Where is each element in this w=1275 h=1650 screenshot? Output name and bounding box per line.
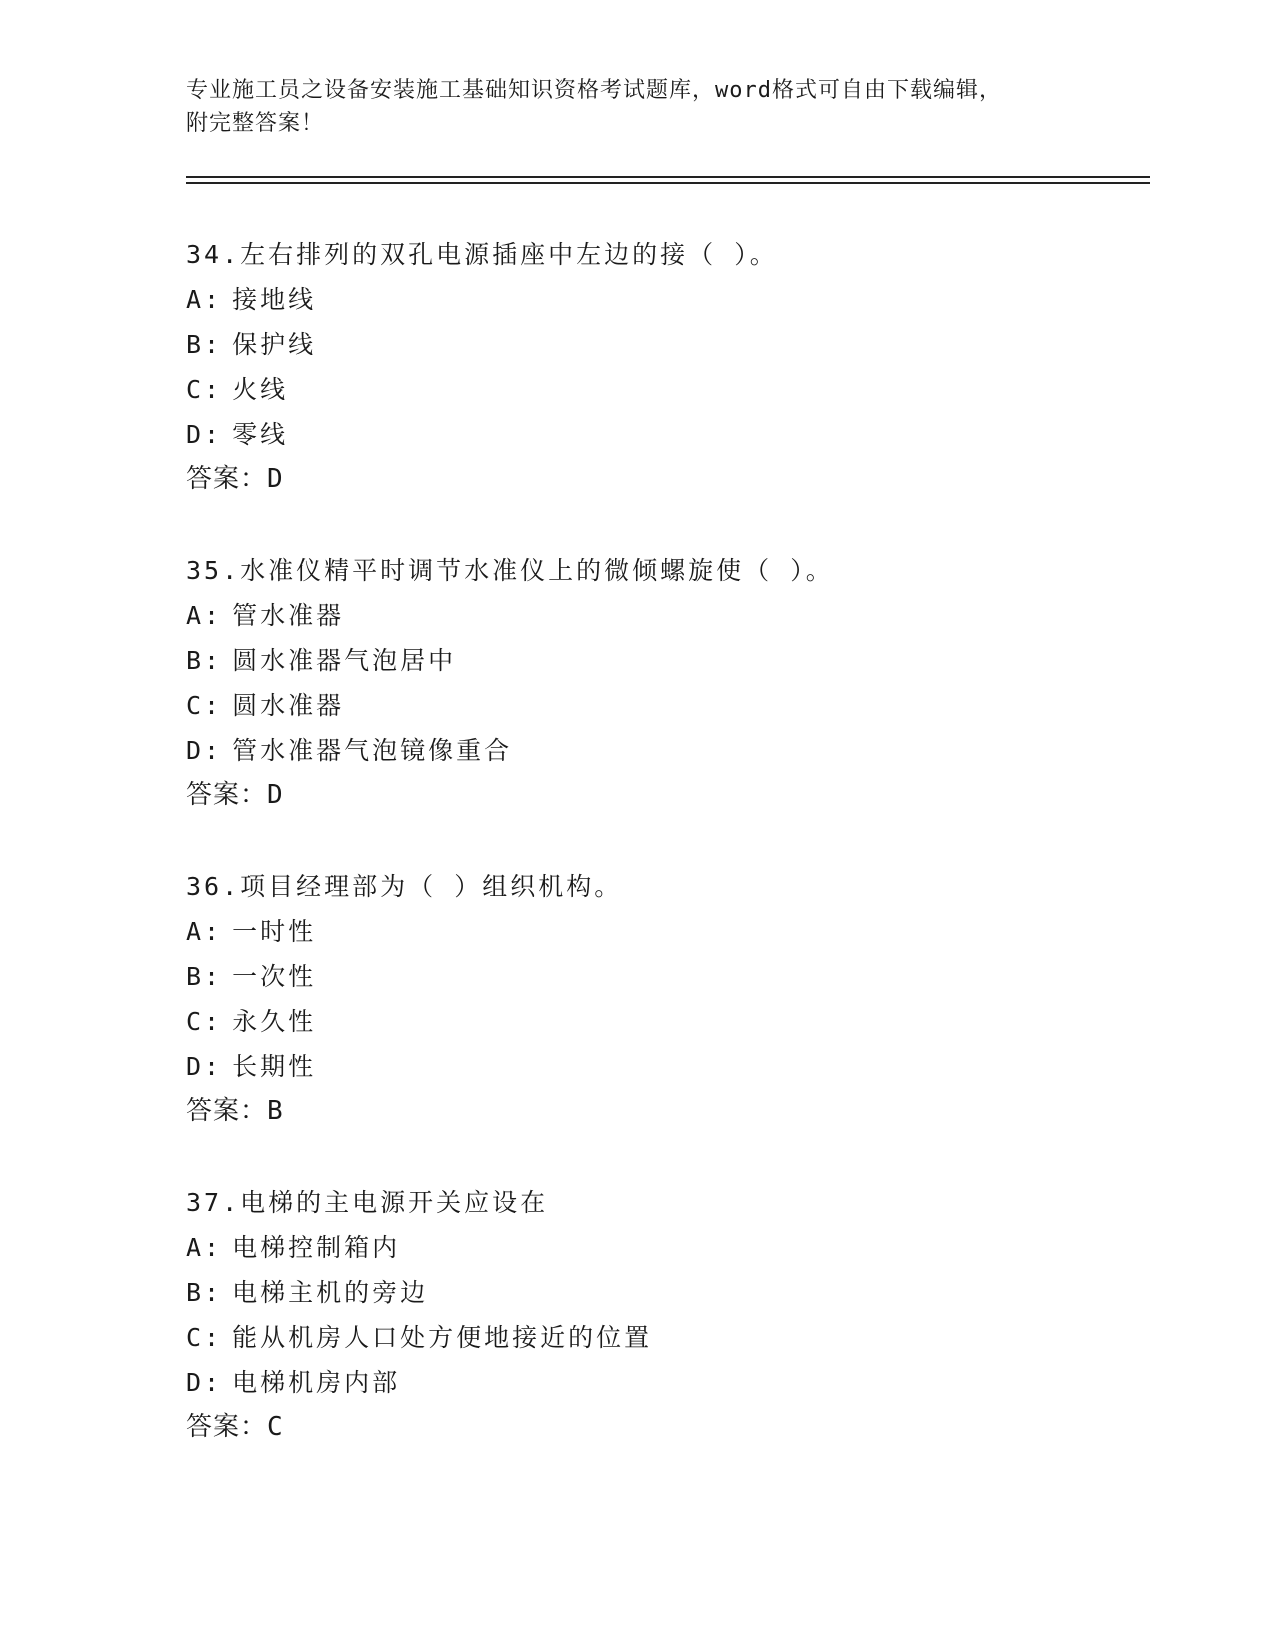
option-key: D: xyxy=(186,420,223,449)
option-text: 电梯机房内部 xyxy=(232,1368,401,1397)
answer-label: 答案： xyxy=(186,780,268,810)
header-line-2: 附完整答案！ xyxy=(186,111,325,136)
option-key: D: xyxy=(186,1368,223,1397)
option-text: 火线 xyxy=(232,375,289,404)
question-title: 36.项目经理部为（ ）组织机构。 xyxy=(186,872,623,901)
option-key: B: xyxy=(186,962,223,991)
answer-value: D xyxy=(267,464,284,494)
option-text: 能从机房人口处方便地接近的位置 xyxy=(232,1323,653,1352)
option-text: 圆水准器气泡居中 xyxy=(232,646,457,675)
option-c xyxy=(186,999,1146,1044)
option-a xyxy=(186,593,1146,638)
option-key: C: xyxy=(186,691,223,720)
option-text: 一时性 xyxy=(232,917,317,946)
question-title: 37.电梯的主电源开关应设在 xyxy=(186,1188,549,1217)
option-d xyxy=(186,728,1146,773)
option-key: A: xyxy=(186,601,223,630)
option-key: C: xyxy=(186,375,223,404)
answer-line xyxy=(186,1405,1146,1450)
option-d xyxy=(186,1044,1146,1089)
option-text: 零线 xyxy=(232,420,289,449)
option-key: A: xyxy=(186,285,223,314)
option-a xyxy=(186,277,1146,322)
option-key: C: xyxy=(186,1323,223,1352)
option-d xyxy=(186,1360,1146,1405)
answer-line xyxy=(186,773,1146,818)
header-line-1: 专业施工员之设备安装施工基础知识资格考试题库，word格式可自由下载编辑， xyxy=(186,78,1002,103)
question-37 xyxy=(186,1180,1146,1450)
option-c xyxy=(186,683,1146,728)
option-text: 接地线 xyxy=(232,285,317,314)
option-text: 电梯主机的旁边 xyxy=(232,1278,429,1307)
option-b xyxy=(186,1270,1146,1315)
option-key: D: xyxy=(186,1052,223,1081)
option-key: B: xyxy=(186,1278,223,1307)
option-text: 电梯控制箱内 xyxy=(232,1233,401,1262)
question-34 xyxy=(186,232,1146,502)
header-rule-bottom xyxy=(186,182,1150,184)
option-key: A: xyxy=(186,917,223,946)
option-key: C: xyxy=(186,1007,223,1036)
option-key: B: xyxy=(186,330,223,359)
option-text: 管水准器 xyxy=(232,601,345,630)
option-b xyxy=(186,638,1146,683)
answer-line xyxy=(186,457,1146,502)
answer-line xyxy=(186,1089,1146,1134)
question-title: 35.水准仪精平时调节水准仪上的微倾螺旋使（ ）。 xyxy=(186,556,834,585)
question-title: 34.左右排列的双孔电源插座中左边的接（ ）。 xyxy=(186,240,778,269)
option-c xyxy=(186,1315,1146,1360)
option-a xyxy=(186,909,1146,954)
question-35 xyxy=(186,548,1146,818)
option-c xyxy=(186,367,1146,412)
option-text: 一次性 xyxy=(232,962,317,991)
option-b xyxy=(186,322,1146,367)
answer-value: C xyxy=(267,1412,284,1442)
question-36 xyxy=(186,864,1146,1134)
answer-label: 答案： xyxy=(186,1412,268,1442)
header-rule-top xyxy=(186,176,1150,178)
option-text: 圆水准器 xyxy=(232,691,345,720)
option-text: 永久性 xyxy=(232,1007,317,1036)
option-text: 保护线 xyxy=(232,330,317,359)
option-text: 长期性 xyxy=(232,1052,317,1081)
option-key: A: xyxy=(186,1233,223,1262)
option-a xyxy=(186,1225,1146,1270)
option-key: D: xyxy=(186,736,223,765)
option-text: 管水准器气泡镜像重合 xyxy=(232,736,513,765)
answer-label: 答案： xyxy=(186,464,268,494)
answer-label: 答案： xyxy=(186,1096,268,1126)
answer-value: B xyxy=(267,1096,284,1126)
option-d xyxy=(186,412,1146,457)
document-header xyxy=(186,74,1086,140)
answer-value: D xyxy=(267,780,284,810)
option-key: B: xyxy=(186,646,223,675)
option-b xyxy=(186,954,1146,999)
